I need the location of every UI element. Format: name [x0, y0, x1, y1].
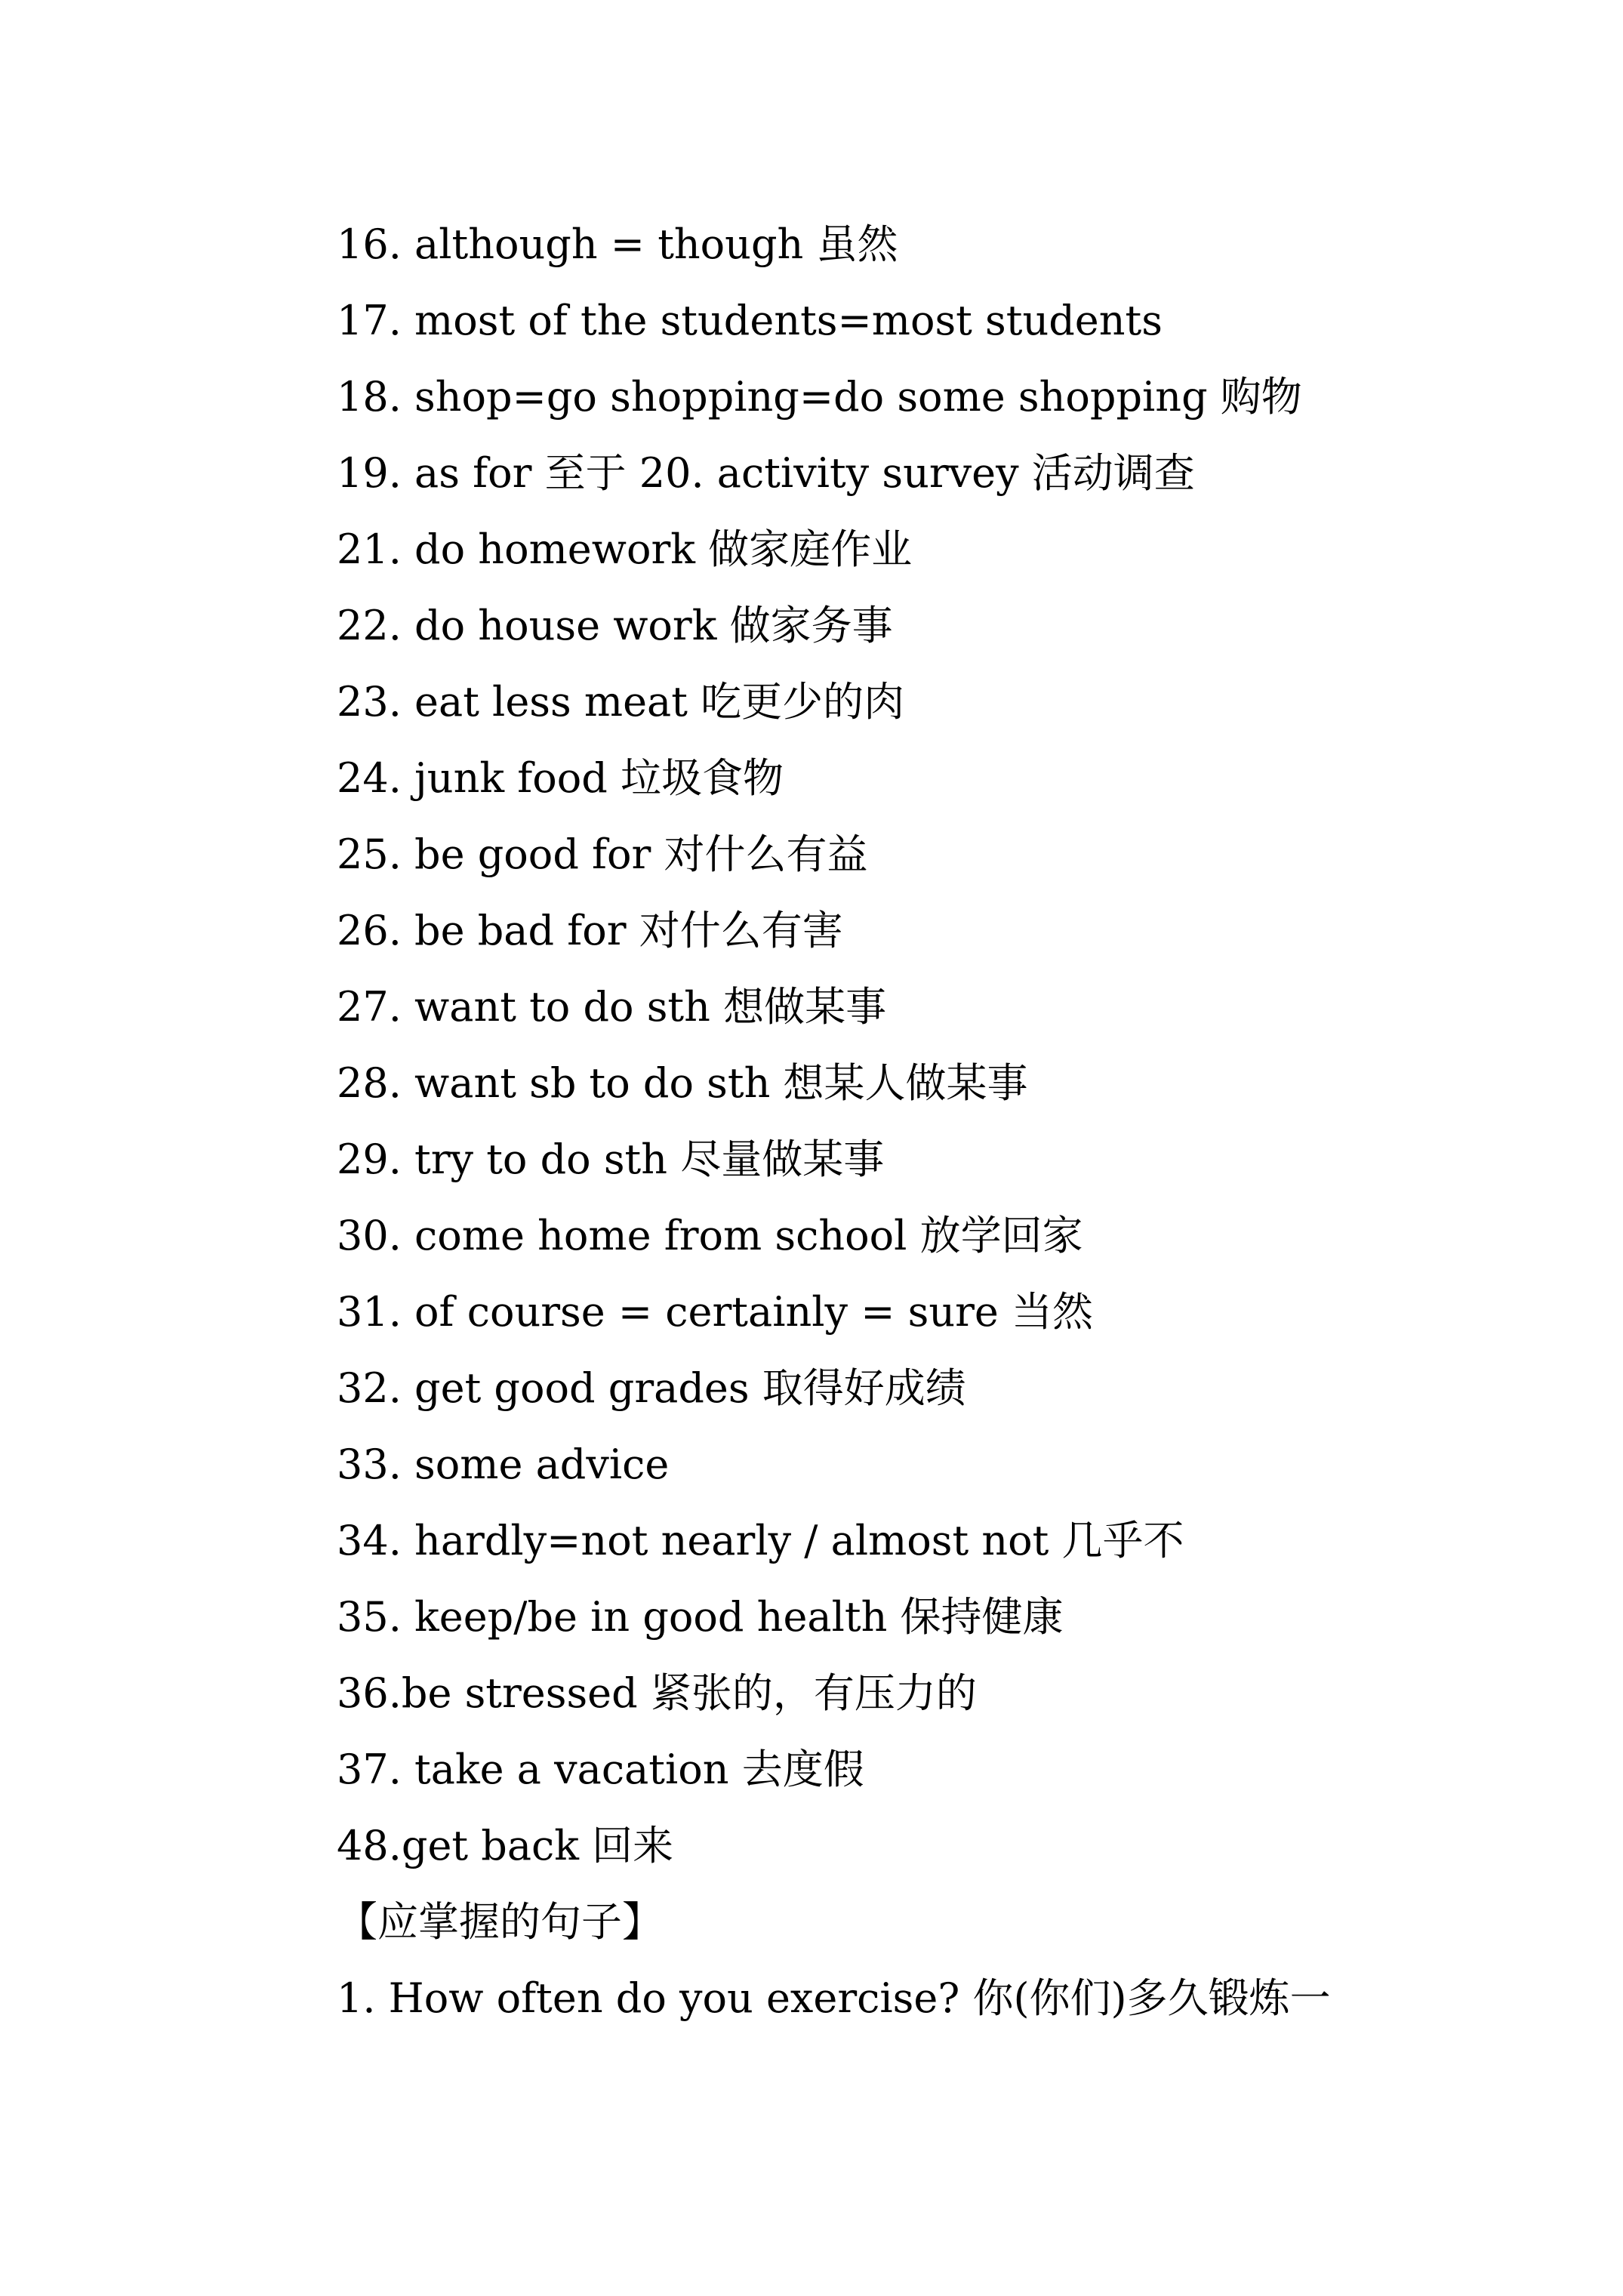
vocab-line-16: 16. although = though 虽然: [337, 220, 898, 268]
vocab-line-37: 37. take a vacation 去度假: [337, 1746, 864, 1793]
vocab-list: [337, 206, 1532, 2036]
vocab-line-19-20: 19. as for 至于 20. activity survey 活动调查: [337, 449, 1195, 497]
vocab-line-48: 48.get back 回来: [337, 1822, 674, 1869]
vocab-line-21: 21. do homework 做家庭作业: [337, 525, 913, 573]
vocab-line-30: 30. come home from school 放学回家: [337, 1212, 1083, 1259]
sentence-line-1: 1. How often do you exercise? 你(你们)多久锻炼一: [337, 1974, 1331, 2022]
vocab-line-28: 28. want sb to do sth 想某人做某事: [337, 1059, 1028, 1107]
vocab-line-29: 29. try to do sth 尽量做某事: [337, 1136, 885, 1183]
vocab-line-23: 23. eat less meat 吃更少的肉: [337, 678, 905, 726]
vocab-line-18: 18. shop=go shopping=do some shopping 购物: [337, 373, 1302, 421]
vocab-line-22: 22. do house work 做家务事: [337, 602, 893, 649]
vocab-line-24: 24. junk food 垃圾食物: [337, 754, 784, 802]
vocab-line-27: 27. want to do sth 想做某事: [337, 983, 887, 1031]
vocab-line-26: 26. be bad for 对什么有害: [337, 907, 843, 954]
vocab-line-36: 36.be stressed 紧张的，有压力的: [337, 1669, 977, 1717]
vocab-line-32: 32. get good grades 取得好成绩: [337, 1364, 966, 1412]
vocab-line-34: 34. hardly=not nearly / almost not 几乎不: [337, 1517, 1184, 1564]
vocab-line-25: 25. be good for 对什么有益: [337, 831, 868, 878]
section-header-sentences: 【应掌握的句子】: [337, 1898, 663, 1946]
vocab-line-31: 31. of course = certainly = sure 当然: [337, 1288, 1094, 1336]
vocab-line-35: 35. keep/be in good health 保持健康: [337, 1593, 1064, 1641]
vocab-line-17: 17. most of the students=most students: [337, 297, 1163, 344]
vocab-line-33: 33. some advice: [337, 1441, 670, 1488]
